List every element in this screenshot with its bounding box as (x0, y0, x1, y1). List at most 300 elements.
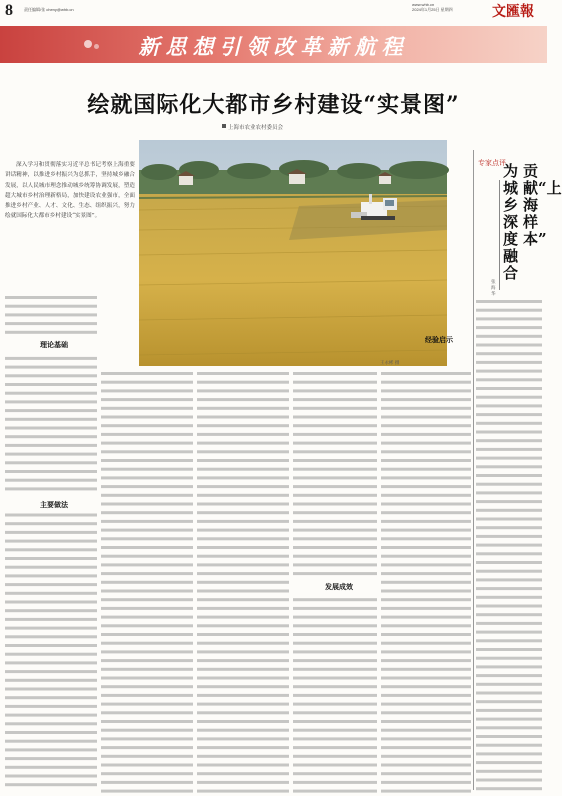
text-line (293, 720, 377, 723)
text-line (476, 422, 542, 425)
text-line (5, 592, 97, 595)
text-line (197, 520, 289, 523)
text-line (101, 424, 193, 427)
text-line (476, 622, 542, 625)
text-line (5, 705, 97, 708)
text-line (5, 296, 97, 299)
text-line (381, 511, 471, 514)
text-line (381, 624, 471, 627)
text-line (197, 755, 289, 758)
text-line (293, 677, 377, 680)
text-line (381, 703, 471, 706)
text-line (293, 694, 377, 697)
text-line (381, 755, 471, 758)
text-line (381, 476, 471, 479)
text-line (476, 317, 542, 320)
text-line (5, 653, 97, 656)
text-line (476, 544, 542, 547)
text-line (476, 370, 542, 373)
text-line (381, 764, 471, 767)
text-line (381, 642, 471, 645)
text-line (381, 381, 471, 384)
text-line (101, 494, 193, 497)
text-line (5, 548, 97, 551)
text-line (293, 790, 377, 793)
text-line (293, 598, 377, 601)
text-line (293, 563, 377, 566)
text-line (197, 746, 289, 749)
text-line (381, 389, 471, 392)
text-line (476, 500, 542, 503)
text-line (5, 374, 97, 377)
text-line (381, 416, 471, 419)
text-line (101, 450, 193, 453)
text-line (5, 427, 97, 430)
text-line (381, 790, 471, 793)
text-line (5, 444, 97, 447)
text-line (197, 372, 289, 375)
text-line (381, 711, 471, 714)
article-lead: 深入学习和贯彻落实习近平总书记考察上海重要讲话精神，以推进乡村振兴为总抓手，坚持城乡融合发展，以人民城市理念推动城乡统筹协调发展，塑造超大城市乡村治理新格局，加快建设农业强市，全面推进乡村产业、人才、文化、生态、组织振兴，努力绘就国际化大都市乡村建设“实景图”。 (5, 162, 135, 220)
article-byline: 上海市农业农村委员会 (228, 125, 284, 131)
text-line (5, 514, 97, 517)
text-line (5, 531, 97, 534)
text-line (101, 616, 193, 619)
text-line (381, 520, 471, 523)
text-line (197, 555, 289, 558)
text-line (476, 535, 542, 538)
text-line (197, 781, 289, 784)
text-line (476, 431, 542, 434)
text-line (476, 457, 542, 460)
text-line (197, 546, 289, 549)
text-line (381, 433, 471, 436)
text-line (293, 424, 377, 427)
text-line (476, 439, 542, 442)
text-line (101, 711, 193, 714)
text-line (197, 677, 289, 680)
text-line (197, 703, 289, 706)
text-line (101, 694, 193, 697)
text-line (101, 372, 193, 375)
text-line (5, 418, 97, 421)
text-line (197, 616, 289, 619)
text-line (476, 404, 542, 407)
text-line (476, 605, 542, 608)
text-line (5, 679, 97, 682)
text-line (476, 518, 542, 521)
text-line (476, 639, 542, 642)
text-line (476, 509, 542, 512)
text-line (476, 344, 542, 347)
text-line (293, 755, 377, 758)
text-line (476, 352, 542, 355)
text-line (476, 631, 542, 634)
text-line (5, 557, 97, 560)
text-line (476, 526, 542, 529)
section-heading-theory: 理论基础 (40, 340, 68, 349)
banner-title: 新思想引领改革新航程 (138, 34, 409, 59)
text-line (5, 740, 97, 743)
text-line (476, 309, 542, 312)
text-line (293, 642, 377, 645)
text-line (5, 775, 97, 778)
text-line (476, 378, 542, 381)
text-line (101, 720, 193, 723)
text-line (5, 453, 97, 456)
text-line (5, 522, 97, 525)
text-line (476, 465, 542, 468)
text-line (101, 650, 193, 653)
text-line (293, 764, 377, 767)
text-line (381, 668, 471, 671)
text-line (293, 381, 377, 384)
text-line (381, 729, 471, 732)
text-line (476, 561, 542, 564)
text-line (381, 581, 471, 584)
article-headline: 绘就国际化大都市乡村建设“实景图” (87, 92, 460, 118)
text-line (197, 572, 289, 575)
text-line (476, 779, 542, 782)
text-line (101, 703, 193, 706)
text-line (101, 772, 193, 775)
text-line (197, 764, 289, 767)
text-line (101, 581, 193, 584)
text-line (101, 624, 193, 627)
text-line (293, 668, 377, 671)
text-line (197, 398, 289, 401)
text-line (5, 644, 97, 647)
text-line (476, 387, 542, 390)
text-line (101, 520, 193, 523)
text-line (197, 685, 289, 688)
text-line (197, 659, 289, 662)
text-line (197, 529, 289, 532)
text-line (5, 635, 97, 638)
text-line (381, 450, 471, 453)
text-line (197, 650, 289, 653)
text-line (381, 650, 471, 653)
text-line (476, 596, 542, 599)
text-line (197, 459, 289, 462)
text-line (5, 435, 97, 438)
text-line (101, 476, 193, 479)
text-line (101, 546, 193, 549)
text-line (5, 731, 97, 734)
text-line (5, 479, 97, 482)
text-line (293, 746, 377, 749)
text-line (476, 491, 542, 494)
text-line (5, 783, 97, 786)
text-line (476, 326, 542, 329)
text-line (197, 563, 289, 566)
text-line (101, 781, 193, 784)
text-line (197, 790, 289, 793)
text-line (5, 383, 97, 386)
text-line (101, 563, 193, 566)
text-line (381, 720, 471, 723)
text-line (293, 555, 377, 558)
text-line (476, 613, 542, 616)
text-line (101, 677, 193, 680)
text-line (101, 433, 193, 436)
text-line (381, 633, 471, 636)
text-line (5, 601, 97, 604)
text-line (101, 598, 193, 601)
text-line (293, 633, 377, 636)
text-line (5, 540, 97, 543)
text-line (5, 313, 97, 316)
text-line (381, 659, 471, 662)
text-line (5, 331, 97, 334)
text-line (293, 372, 377, 375)
text-line (293, 468, 377, 471)
text-line (381, 407, 471, 410)
text-line (381, 746, 471, 749)
text-line (476, 761, 542, 764)
text-line (5, 688, 97, 691)
text-line (101, 511, 193, 514)
text-line (293, 729, 377, 732)
text-line (293, 711, 377, 714)
text-line (197, 389, 289, 392)
text-line (197, 468, 289, 471)
issue-date: 2024年1月25日 星期四 (412, 7, 453, 12)
text-line (476, 787, 542, 790)
text-line (293, 772, 377, 775)
text-line (101, 416, 193, 419)
text-line (293, 781, 377, 784)
text-line (5, 609, 97, 612)
text-line (101, 572, 193, 575)
text-line (5, 357, 97, 360)
text-line (197, 511, 289, 514)
text-line (197, 450, 289, 453)
text-line (197, 476, 289, 479)
text-line (197, 442, 289, 445)
text-line (101, 764, 193, 767)
text-line (197, 720, 289, 723)
text-line (5, 322, 97, 325)
text-line (197, 729, 289, 732)
text-line (381, 485, 471, 488)
text-line (197, 642, 289, 645)
text-line (101, 685, 193, 688)
text-line (5, 748, 97, 751)
text-line (293, 659, 377, 662)
text-line (5, 714, 97, 717)
text-line (101, 389, 193, 392)
text-line (381, 598, 471, 601)
text-line (293, 459, 377, 462)
text-line (381, 424, 471, 427)
text-line (381, 555, 471, 558)
text-line (476, 448, 542, 451)
text-line (476, 744, 542, 747)
text-line (293, 572, 377, 575)
text-line (5, 696, 97, 699)
text-line (197, 590, 289, 593)
text-line (293, 546, 377, 549)
text-line (476, 718, 542, 721)
text-line (101, 790, 193, 793)
text-line (476, 726, 542, 729)
text-line (5, 618, 97, 621)
text-line (381, 694, 471, 697)
section-heading-lessons: 经验启示 (425, 335, 453, 344)
text-line (381, 468, 471, 471)
text-line (381, 737, 471, 740)
text-line (293, 476, 377, 479)
text-line (5, 409, 97, 412)
text-line (381, 494, 471, 497)
text-line (476, 657, 542, 660)
text-line (197, 537, 289, 540)
text-line (197, 407, 289, 410)
text-line (101, 642, 193, 645)
text-line (293, 450, 377, 453)
text-line (101, 407, 193, 410)
text-line (293, 529, 377, 532)
text-line (293, 650, 377, 653)
text-line (293, 685, 377, 688)
text-line (101, 729, 193, 732)
text-line (381, 677, 471, 680)
text-line (101, 607, 193, 610)
text-line (197, 485, 289, 488)
text-line (5, 583, 97, 586)
text-line (101, 442, 193, 445)
text-line (101, 537, 193, 540)
text-line (197, 668, 289, 671)
text-line (293, 494, 377, 497)
text-line (101, 737, 193, 740)
text-line (5, 766, 97, 769)
site-url: www.whb.cn (412, 2, 435, 7)
text-line (101, 459, 193, 462)
text-line (381, 459, 471, 462)
text-line (5, 470, 97, 473)
text-line (197, 433, 289, 436)
text-line (476, 770, 542, 773)
text-line (5, 757, 97, 760)
text-line (293, 407, 377, 410)
text-line (101, 590, 193, 593)
text-line (5, 722, 97, 725)
section-heading-practice: 主要做法 (40, 500, 68, 509)
text-line (476, 648, 542, 651)
sidebar-heading-line2: 贡献“上海样本” (523, 162, 562, 248)
text-line (293, 624, 377, 627)
editor-info: 责任编辑/张 cheny@whb.cn (24, 7, 74, 12)
section-heading-results: 发展成效 (325, 582, 353, 591)
text-line (293, 485, 377, 488)
text-line (197, 424, 289, 427)
text-line (381, 546, 471, 549)
text-line (476, 700, 542, 703)
text-line (5, 305, 97, 308)
text-line (101, 633, 193, 636)
text-line (381, 772, 471, 775)
text-line (197, 598, 289, 601)
text-line (293, 433, 377, 436)
text-line (476, 474, 542, 477)
text-line (476, 552, 542, 555)
text-line (197, 711, 289, 714)
text-line (476, 396, 542, 399)
text-line (5, 400, 97, 403)
text-line (381, 685, 471, 688)
text-line (293, 703, 377, 706)
text-line (197, 633, 289, 636)
text-line (101, 381, 193, 384)
text-line (101, 555, 193, 558)
text-line (476, 483, 542, 486)
text-line (476, 413, 542, 416)
text-line (197, 581, 289, 584)
text-line (476, 735, 542, 738)
text-line (476, 674, 542, 677)
text-line (293, 398, 377, 401)
newspaper-logo: 文匯報 (492, 4, 534, 20)
text-line (5, 366, 97, 369)
text-line (101, 398, 193, 401)
text-line (5, 661, 97, 664)
sidebar-author: 张海华 (491, 280, 496, 297)
text-line (476, 578, 542, 581)
text-line (101, 468, 193, 471)
text-line (101, 668, 193, 671)
text-line (293, 442, 377, 445)
text-line (293, 389, 377, 392)
sidebar-kicker: 专家点评 (478, 159, 506, 167)
text-line (5, 487, 97, 490)
text-line (381, 590, 471, 593)
text-line (293, 537, 377, 540)
text-line (381, 442, 471, 445)
text-line (197, 416, 289, 419)
text-line (101, 503, 193, 506)
text-line (197, 624, 289, 627)
page-number: 8 (5, 2, 13, 19)
text-line (381, 398, 471, 401)
text-line (381, 563, 471, 566)
text-line (381, 781, 471, 784)
text-line (476, 752, 542, 755)
text-line (476, 570, 542, 573)
text-line (381, 607, 471, 610)
text-line (381, 537, 471, 540)
text-line (5, 670, 97, 673)
text-line (197, 494, 289, 497)
text-line (476, 335, 542, 338)
text-line (197, 607, 289, 610)
text-line (197, 381, 289, 384)
text-line (101, 529, 193, 532)
text-line (197, 737, 289, 740)
text-line (5, 574, 97, 577)
text-line (5, 627, 97, 630)
text-line (476, 709, 542, 712)
text-line (101, 659, 193, 662)
text-line (101, 485, 193, 488)
text-line (293, 616, 377, 619)
text-line (197, 503, 289, 506)
text-line (476, 692, 542, 695)
text-line (293, 503, 377, 506)
text-line (197, 694, 289, 697)
text-line (293, 737, 377, 740)
